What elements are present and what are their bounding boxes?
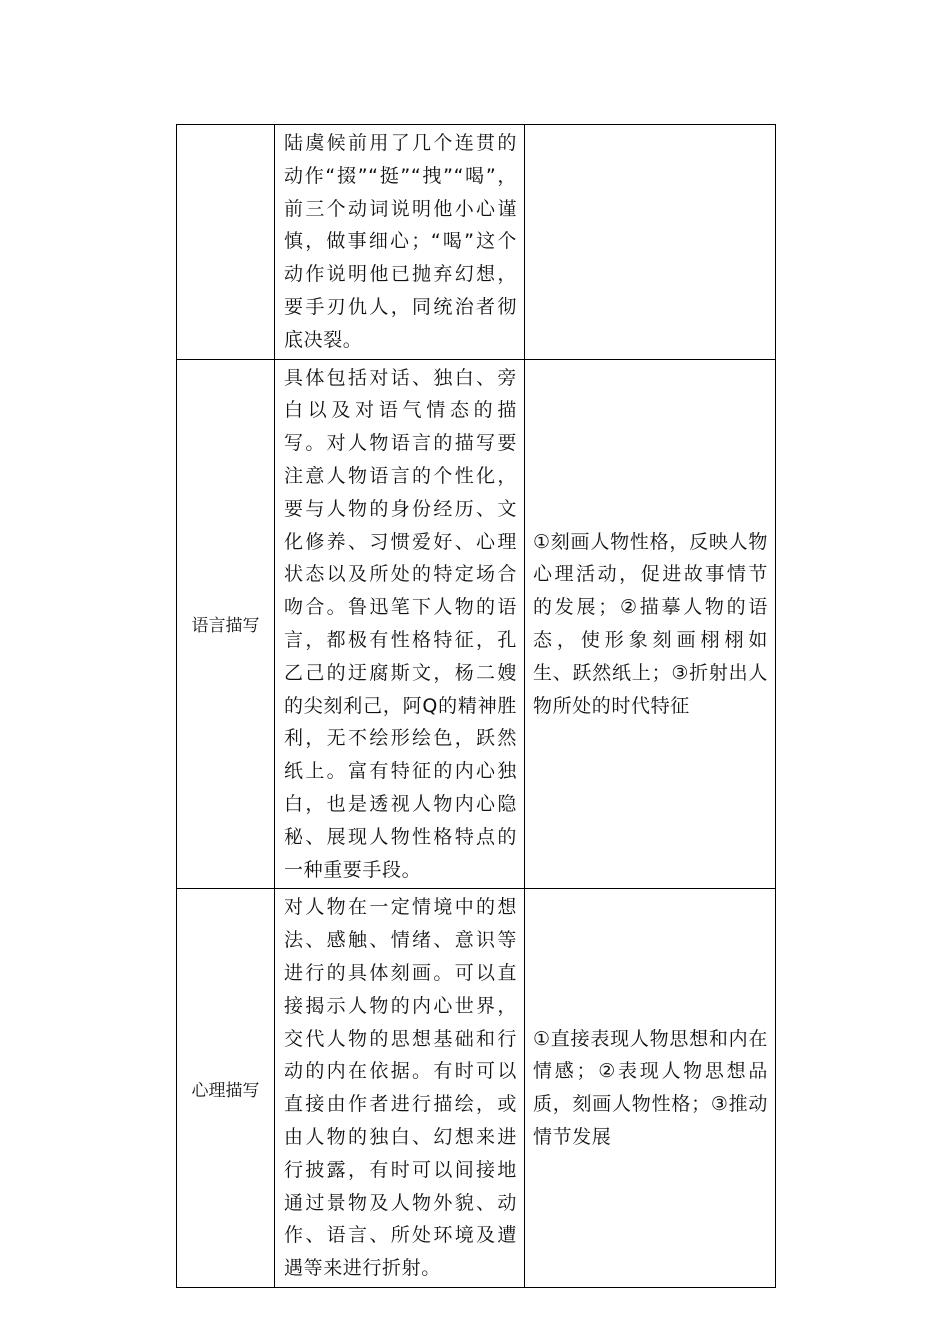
description-text: 陆虞候前用了几个连贯的动作“掇”“挺”“拽”“喝”，前三个动词说明他小心谨慎，做事细心；“喝”这个动作说明他已抛弃幻想，要手刃仇人，同统治者彻底决裂。: [284, 132, 517, 351]
description-cell: [275, 125, 525, 360]
effect-cell: [525, 359, 776, 889]
effect-text: [525, 240, 775, 244]
effect-cell: [525, 125, 776, 360]
description-cell: [275, 889, 525, 1288]
category-label: 语言描写: [191, 616, 260, 637]
effect-text: ①刻画人物性格，反映人物心理活动，促进故事情节的发展；②描摹人物的语态，使形象刻画栩栩如生、跃然纸上；③折射出人物所处的时代特征: [533, 530, 768, 717]
description-text: 具体包括对话、独白、旁白以及对语气情态的描写。对人物语言的描写要注意人物语言的个性化，要与人物的身份经历、文化修养、习惯爱好、心理状态以及所处的特定场合吻合。鲁迅笔下人物的语言，都极有性格特征，孔乙己的迂腐斯文，杨二嫂的尖刻利己，阿Q的精神胜利，无不绘形绘色，跃然纸上。富有特征的内心独白，也是透视人物内心隐秘、展现人物性格特点的一种重要手段。: [284, 366, 517, 881]
table-row: [177, 889, 776, 1288]
description-methods-table: [176, 124, 776, 1288]
description-cell: [275, 359, 525, 889]
effect-text: ①直接表现人物思想和内在情感；②表现人物思想品质，刻画人物性格；③推动情节发展: [533, 1027, 768, 1148]
description-text: 对人物在一定情境中的想法、感触、情绪、意识等进行的具体刻画。可以直接揭示人物的内心世界，交代人物的思想基础和行动的内在依据。有时可以直接由作者进行描绘，或由人物的独白、幻想来进行披露，有时可以间接地通过景物及人物外貌、动作、语言、所处环境及遭遇等来进行折射。: [284, 896, 517, 1280]
category-label: 心理描写: [191, 1080, 260, 1101]
category-cell: [177, 125, 275, 360]
table-row: [177, 125, 776, 360]
category-cell: [177, 359, 275, 889]
table-row: [177, 359, 776, 889]
effect-cell: [525, 889, 776, 1288]
category-cell: [177, 889, 275, 1288]
